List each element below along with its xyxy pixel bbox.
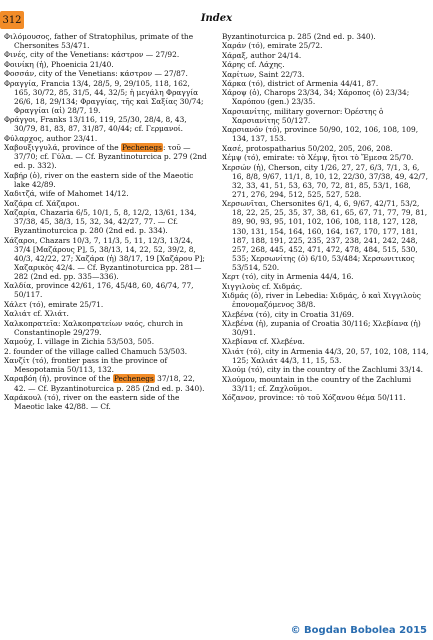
index-entry: Χαβήρ (ὁ), river on the eastern side of the Maeotic lake 42/89.	[4, 170, 194, 189]
index-entry: Χανζίτ (τό), frontier pass in the province of Mesopotamia 50/113, 132.	[4, 355, 168, 375]
index-entry: Φιλόμουσος, father of Stratophilus, primate of the Chersonites 53/471.	[4, 32, 194, 51]
index-entry: Φινές, city of the Venetians: κάστρον — 27/92.	[4, 50, 180, 60]
entry-text: Χαβουξιγγυλά, province of the	[4, 143, 121, 153]
index-entry: Χιδμάς (ὁ), river in Lebedia: Χιδμάς, ὁ καὶ Χιγγιλοὺς ἐπονομαζόμενος 38/8.	[222, 291, 421, 310]
index-entry: Χάλετ (τό), emirate 25/71.	[4, 299, 104, 309]
index-entry: Χαδιτζά, wife of Mahomet 14/12.	[4, 189, 129, 199]
page-header-title: Index	[200, 13, 233, 24]
index-entry: Χόζανον, province: τὸ τοῦ Χόζανου θέμα 50/111.	[222, 393, 406, 403]
left-column	[4, 32, 208, 411]
index-entry	[4, 143, 208, 170]
index-entry: Χαρσιανίτης, military governor: Ὀρέστης ὁ Χαρσιανίτης 50/127.	[222, 106, 384, 125]
entry-text: Χαραβόη (ἡ), province of the	[4, 374, 113, 384]
index-entry: Φοσσάν, city of the Venetians: κάστρον — 27/87.	[4, 69, 188, 79]
index-entry: Χαρσιανόν (τό), province 50/90, 102, 106, 108, 109, 134, 137, 153.	[222, 125, 419, 144]
watermark-text: © Bogdan Bobolea 2015	[290, 625, 427, 636]
index-entry: Χασέ, protospatharius 50/202, 205, 206, 208.	[222, 143, 393, 153]
index-entry: Χαλκοπρατεῖα: Χαλκοπρατείων ναός, church in Constantinople 29/279.	[4, 318, 184, 337]
index-entry: Χάραξ, author 24/14.	[222, 50, 302, 60]
index-entry: Φύλαρχος, author 23/41.	[4, 133, 98, 143]
index-entry: Χαλιάτ cf. Χλιάτ.	[4, 309, 69, 319]
index-entry: Χλιάτ (τό), city in Armenia 44/3, 20, 57, 102, 108, 114, 125; Χαλιάτ 44/3, 11, 15, 53.	[222, 346, 429, 365]
entry-text: 37/18, 22, 42. — Cf. Byzantinoturcica p. 285 (2nd ed. p. 340).	[14, 374, 205, 393]
index-entry: Χάζαροι, Chazars 10/3, 7, 11/3, 5, 11, 12/3, 13/24, 37/4 [Μαζάρους P], 5, 38/13, 14, 22, 52, 39/2, 8, 40/3, 42/22, 27; Χαζάρα (ἡ) 38/17, 19 [Χαζάρου P]; Χαζαρικὸς 42/4. — Cf. Byzantinoturcica pp. 281—282 (2nd ed. pp. 335—336).	[4, 235, 205, 281]
highlighted-term: Pechenegs	[122, 143, 162, 153]
index-entry: Χλεβένα (ἡ), zupania of Croatia 30/116; Χλεβίανα (ἡ) 30/91.	[222, 318, 421, 338]
index-entry: Χλεβίανα cf. Χλεβένα.	[222, 337, 305, 347]
index-entry: Χαράκουλ (τό), river on the eastern side of the Maeotic lake 42/88. — Cf.	[4, 392, 180, 411]
index-entry: Χιγγιλοὺς cf. Χιδμάς.	[222, 281, 303, 291]
page-number: 312	[0, 11, 24, 29]
right-column	[222, 32, 429, 403]
index-entry: Χέμψ (τό), emirate: τὸ Χέμψ, ἤτοι τὸ Ἔμεσα 25/70.	[222, 153, 414, 163]
index-entry: Byzantinoturcica p. 285 (2nd ed. p. 340).	[222, 32, 376, 41]
index-entry: Χαζαρία, Chazaria 6/5, 10/1, 5, 8, 12/2, 13/61, 134, 37/38, 45, 38/3, 15, 32, 34, 42/27, 77. — Cf. Byzantinoturcica p. 280 (2nd ed. p. 334).	[4, 208, 197, 236]
index-entry: Χάρης cf. Λάχης.	[222, 60, 285, 70]
index-entry: Φραγγία, Francia 13/4, 28/5, 9, 29/105, 118, 162, 165, 30/72, 85, 31/5, 44, 32/5; ἡ μεγάλη Φραγγία 26/6, 18, 29/134; Φραγγίας, τῆς καὶ Σαξίας 30/74; Φραγγίαι (αἱ) 28/7, 19.	[4, 78, 204, 115]
index-entry: Χλούμου, mountain in the country of the Zachlumi 33/11; cf. Ζαχλοῦμοι.	[222, 374, 412, 393]
index-entry: Χερσωνῖται, Chersonites 6/1, 4, 6, 9/67, 42/71, 53/2, 18, 22, 25, 25, 35, 37, 38, 61, 65, 67, 71, 77, 79, 81, 89, 90, 93, 95, 101, 102, 106, 108, 118, 127, 128, 130, 131, 154, 164, 160, 164, 167, 170, 177, 181, 187, 188, 191, 225, 235, 237, 238, 241, 242, 248, 257, 268, 445, 452, 471, 472, 478, 484, 515, 530, 535; Χερσωνίτης (ὁ) 6/10, 53/484; Χερσωνιτικος 53/514, 520.	[222, 199, 428, 272]
index-entry: Χαμούχ, I. village in Zichia 53/503, 505.	[4, 337, 155, 347]
index-entry: Χαζάρα cf. Χάζαροι.	[4, 198, 80, 208]
index-entry: Χαράν (τό), emirate 25/72.	[222, 41, 323, 51]
index-entry	[4, 374, 208, 392]
index-entry: Φράγγοι, Franks 13/116, 119, 25/30, 28/4, 8, 43, 30/79, 81, 83, 87, 31/87, 40/44; cf. Γερμανοί.	[4, 115, 187, 134]
index-entry: Χλεβένα (τό), city in Croatia 31/69.	[222, 309, 354, 319]
index-entry: Φοινίκη (ἡ), Phoenicia 21/40.	[4, 59, 114, 69]
index-entry: Χερτ (τό), city in Armenia 44/4, 16.	[222, 272, 354, 282]
index-entry: Χλούμ (τό), city in the country of the Zachlumi 33/14.	[222, 365, 424, 375]
highlighted-term: Pechenegs	[113, 374, 154, 384]
index-entry: Χαλδία, province 42/61, 176, 45/48, 60, 46/74, 77, 50/117.	[4, 281, 194, 300]
index-entry: Χαρίτων, Saint 22/73.	[222, 69, 305, 79]
index-entry: Χερσών (ἡ), Cherson, city 1/26, 27, 27, 6/3, 7/1, 3, 6, 16, 8/8, 9/67, 11/1, 8, 10, 12, 22/30, 37/38, 49, 42/7, 32, 33, 41, 51, 53, 63, 70, 72, 81, 85, 53/1, 168, 271, 276, 294, 512, 525, 527, 528.	[222, 162, 428, 199]
entry-text: : τοῦ — 37/70; cf. Γύλα. — Cf. Byzantinoturcica p. 279 (2nd ed. p. 332).	[14, 143, 207, 171]
index-entry: Χάροψ (ὁ), Charops 23/34, 34; Χάροπος (ὁ) 23/34; Χαρόπου (gen.) 23/35.	[222, 88, 410, 107]
index-entry: 2. founder of the village called Chamuch 53/503.	[4, 346, 188, 356]
index-entry: Χάρκα (τό), district of Armenia 44/41, 87.	[222, 78, 379, 88]
